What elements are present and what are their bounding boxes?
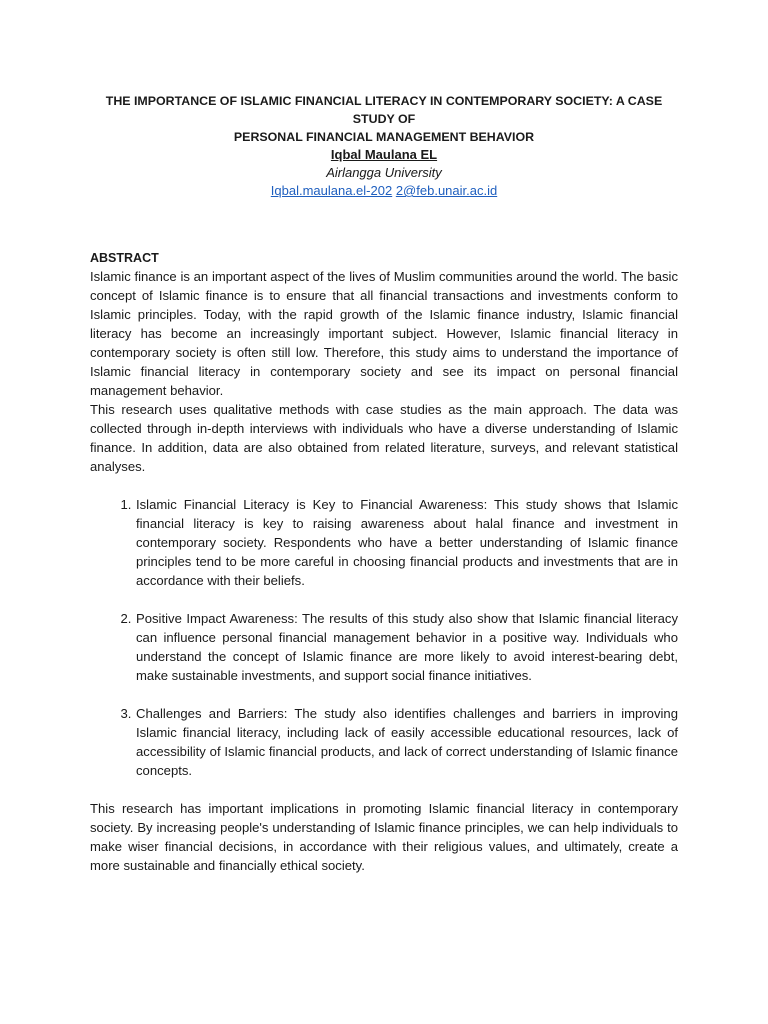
paper-page bbox=[90, 92, 678, 875]
findings-list bbox=[90, 495, 678, 780]
finding-item-2: 2. Positive Impact Awareness: The results of this study also show that Islamic financial literacy can influence personal financial management behavior in a positive way. Individuals who understand the concept of Islamic finance are more likely to avoid interest-bearing debt, make sustainable investments, and support social finance initiatives. bbox=[135, 609, 678, 685]
finding-item-1: 1. Islamic Financial Literacy is Key to Financial Awareness: This study shows that Islamic financial literacy is key to raising awareness about halal finance and investment in contemporary society. Respondents who have a better understanding of Islamic finance principles tend to be more careful in choosing financial products and investments that are in accordance with their beliefs. bbox=[135, 495, 678, 590]
abstract-heading: ABSTRACT bbox=[90, 251, 159, 265]
abstract-paragraph-3: This research has important implications in promoting Islamic financial literacy in contemporary society. By increasing people's understanding of Islamic finance principles, we can help individuals to make wiser financial decisions, in accordance with their religious values, and ultimately, create a more sustainable and financially ethical society. bbox=[90, 801, 678, 873]
abstract-paragraph-1: Islamic finance is an important aspect of the lives of Muslim communities around the world. The basic concept of Islamic finance is to ensure that all financial transactions and investments conform to Islamic principles. Today, with the rapid growth of the Islamic finance industry, Islamic financial literacy has become an increasingly important subject. However, Islamic financial literacy in contemporary society is often still low. Therefore, this study aims to understand the importance of Islamic financial literacy in contemporary society and see its impact on personal financial management behavior. bbox=[90, 269, 678, 398]
author-name: Iqbal Maulana EL bbox=[330, 147, 438, 162]
author-email bbox=[90, 181, 678, 200]
email-link-part-1[interactable]: Iqbal.maulana.el-202 bbox=[270, 183, 393, 198]
finding-item-3: 3. Challenges and Barriers: The study also identifies challenges and barriers in improving Islamic financial literacy, including lack of easily accessible educational resources, lack of accessibility of Islamic financial products, and lack of correct understanding of Islamic finance concepts. bbox=[135, 704, 678, 780]
author-affiliation: Airlangga University bbox=[326, 165, 442, 180]
paper-title-line-1: THE IMPORTANCE OF ISLAMIC FINANCIAL LITERACY IN CONTEMPORARY SOCIETY: A CASE STUDY OF bbox=[105, 94, 663, 126]
paper-title bbox=[90, 92, 678, 146]
paper-title-line-2: PERSONAL FINANCIAL MANAGEMENT BEHAVIOR bbox=[233, 130, 535, 144]
email-link-part-2[interactable]: 2@feb.unair.ac.id bbox=[395, 183, 498, 198]
abstract-paragraph-2: This research uses qualitative methods with case studies as the main approach. The data was collected through in-depth interviews with individuals who have a diverse understanding of Islamic finance. In addition, data are also obtained from related literature, surveys, and relevant statistical analyses. bbox=[90, 402, 678, 474]
